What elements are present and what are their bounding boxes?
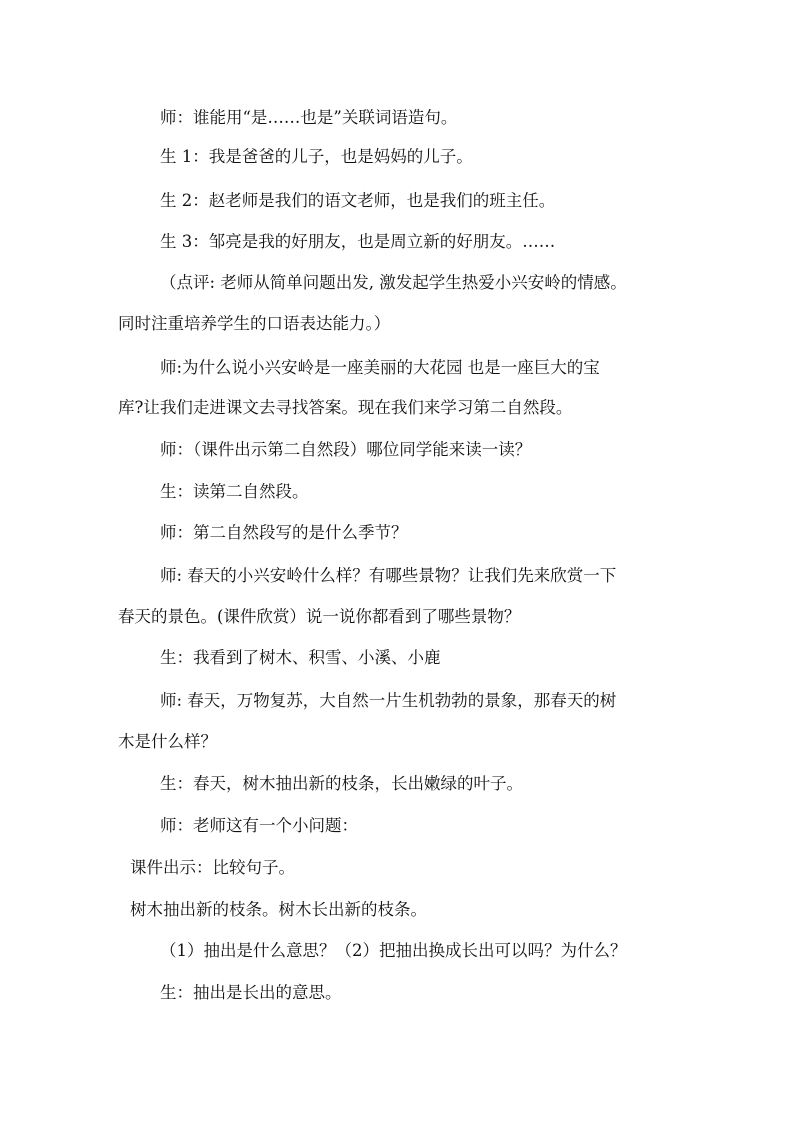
paragraph-line: 生：春天，树木抽出新的枝条，长出嫩绿的叶子。 [160,774,523,793]
paragraph-line: 师：谁能用“是……也是”关联词语造句。 [160,108,458,127]
paragraph-line: 木是什么样？ [118,732,217,751]
paragraph-line: 师：（课件出示第二自然段）哪位同学能来读一读？ [160,440,532,459]
paragraph-line: （点评: 老师从简单问题出发, 激发起学生热爱小兴安岭的情感。 [160,273,627,292]
paragraph-line: 生 1：我是爸爸的儿子，也是妈妈的儿子。 [160,147,473,166]
paragraph-line: 师: 春天，万物复苏，大自然一片生机勃勃的景象，那春天的树 [160,691,617,710]
paragraph-line: 师：老师这有一个小问题： [160,816,358,835]
paragraph-line: 树木抽出新的枝条。树木长出新的枝条。 [130,900,427,919]
paragraph-line: 同时注重培养学生的口语表达能力。） [118,314,391,333]
paragraph-line: 师:为什么说小兴安岭是一座美丽的大花园 也是一座巨大的宝 [160,358,600,377]
paragraph-line: 生：读第二自然段。 [160,482,309,501]
paragraph-line: 库?让我们走进课文去寻找答案。现在我们来学习第二自然段。 [118,398,573,417]
paragraph-line: 生：抽出是长出的意思。 [160,983,342,1002]
paragraph-line: 师: 春天的小兴安岭什么样？有哪些景物？让我们先来欣赏一下 [160,566,617,585]
paragraph-line: 生 2：赵老师是我们的语文老师，也是我们的班主任。 [160,191,556,210]
paragraph-line: （1）抽出是什么意思？（2）把抽出换成长出可以吗？为什么？ [160,941,627,960]
paragraph-line: 生：我看到了树木、积雪、小溪、小鹿 [160,648,441,667]
paragraph-line: 师：第二自然段写的是什么季节？ [160,523,408,542]
paragraph-line: 春天的景色。(课件欣赏）说一说你都看到了哪些景物？ [118,607,521,626]
paragraph-line: 生 3：邹亮是我的好朋友，也是周立新的好朋友。…… [160,232,556,251]
paragraph-line: 课件出示：比较句子。 [130,858,295,877]
